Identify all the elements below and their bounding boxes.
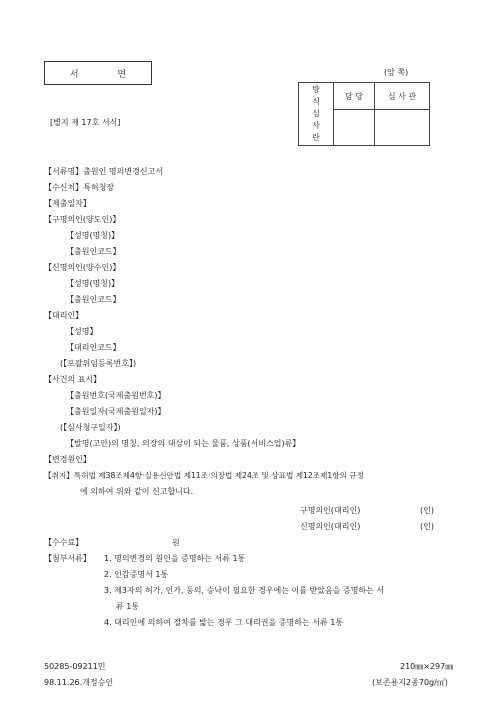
signer-old-seal: (인) — [420, 506, 434, 515]
field-new-owner: 【신명의인(양수인)】 — [44, 263, 121, 272]
field-doc-name: 【서류명】출원인 명의변경신고서 — [44, 167, 164, 176]
footer-paper-size: 210㎜×297㎜ — [400, 662, 454, 671]
attachment-item-cont: 류 1통 — [116, 602, 140, 611]
approval-table — [298, 82, 430, 146]
field-agent: 【대리인】 — [44, 311, 84, 320]
field-old-owner: 【구명의인(양도인)】 — [44, 215, 121, 224]
approval-sign-manager — [334, 110, 375, 146]
field-new-name: 【성명(명칭)】 — [66, 279, 120, 288]
fee-label: 【수수료】 — [44, 538, 84, 547]
field-recipient: 【수신처】특허청장 — [44, 183, 115, 192]
signer-old-label: 구명의인(대리인) — [300, 506, 361, 515]
field-change-reason: 【변경원인】 — [44, 455, 91, 464]
field-case: 【사건의 표시】 — [44, 375, 102, 384]
signer-new-label: 신명의인(대리인) — [300, 522, 361, 531]
field-agent-code: 【대리인코드】 — [66, 343, 121, 352]
footer-paper-type: (보존용지2종70g/㎡) — [372, 678, 448, 687]
field-submit-date: 【제출일자】 — [44, 199, 91, 208]
approval-sign-examiner — [375, 110, 430, 146]
field-purpose: 【취지】특허법 제38조제4항·실용신안법 제11조·의장법 제24조 및 상표법 제12조제1항의 규정 — [44, 471, 364, 480]
field-app-date: 【출원일자(국제출원일자)】 — [66, 407, 166, 416]
attachments-label: 【첨부서류】 — [44, 554, 91, 563]
document-title-box — [44, 61, 152, 85]
field-invention-title: 【발명(고안)의 명칭, 의장의 대상이 되는 물품, 상품(서비스업)류】 — [66, 439, 301, 448]
field-old-code: 【출원인코드】 — [66, 247, 121, 256]
field-agent-name: 【성명】 — [66, 327, 98, 336]
field-purpose-cont: 에 의하여 위와 같이 신고합니다. — [80, 487, 194, 496]
signer-new-seal: (인) — [420, 522, 434, 531]
attachment-item: 3. 제3자의 허가, 인가, 동의, 승낙이 필요한 경우에는 이를 받았음을 증명하는 서 — [104, 586, 385, 595]
field-exam-date: (【심사청구일자】) — [60, 423, 121, 432]
fee-unit: 원 — [172, 538, 180, 547]
approval-col-examiner: 심 사 관 — [375, 83, 430, 110]
footer-approval-date: 98.11.26.개정승인 — [44, 678, 114, 687]
footer-form-code: 50285-09211민 — [44, 662, 106, 671]
field-new-code: 【출원인코드】 — [66, 295, 121, 304]
approval-method-label: 방 식 심 사 란 — [299, 83, 334, 146]
attachment-item: 1. 명의변경의 원인을 증명하는 서류 1통 — [104, 554, 246, 563]
approval-col-manager: 담 당 — [334, 83, 375, 110]
attachment-item: 4. 대리인에 의하여 절차를 밟는 경우 그 대리권을 증명하는 서류 1통 — [104, 618, 344, 627]
attachment-item: 2. 인감증명서 1통 — [104, 570, 169, 579]
front-side-label: (앞 쪽) — [384, 68, 409, 77]
document-title: 서 면 — [69, 69, 145, 80]
field-old-name: 【성명(명칭)】 — [66, 231, 120, 240]
field-app-number: 【출원번호(국제출원번호)】 — [66, 391, 166, 400]
field-power-of-attorney: (【포괄위임등록번호】) — [60, 359, 137, 368]
form-number: [별지 제 17호 서식] — [50, 118, 121, 127]
